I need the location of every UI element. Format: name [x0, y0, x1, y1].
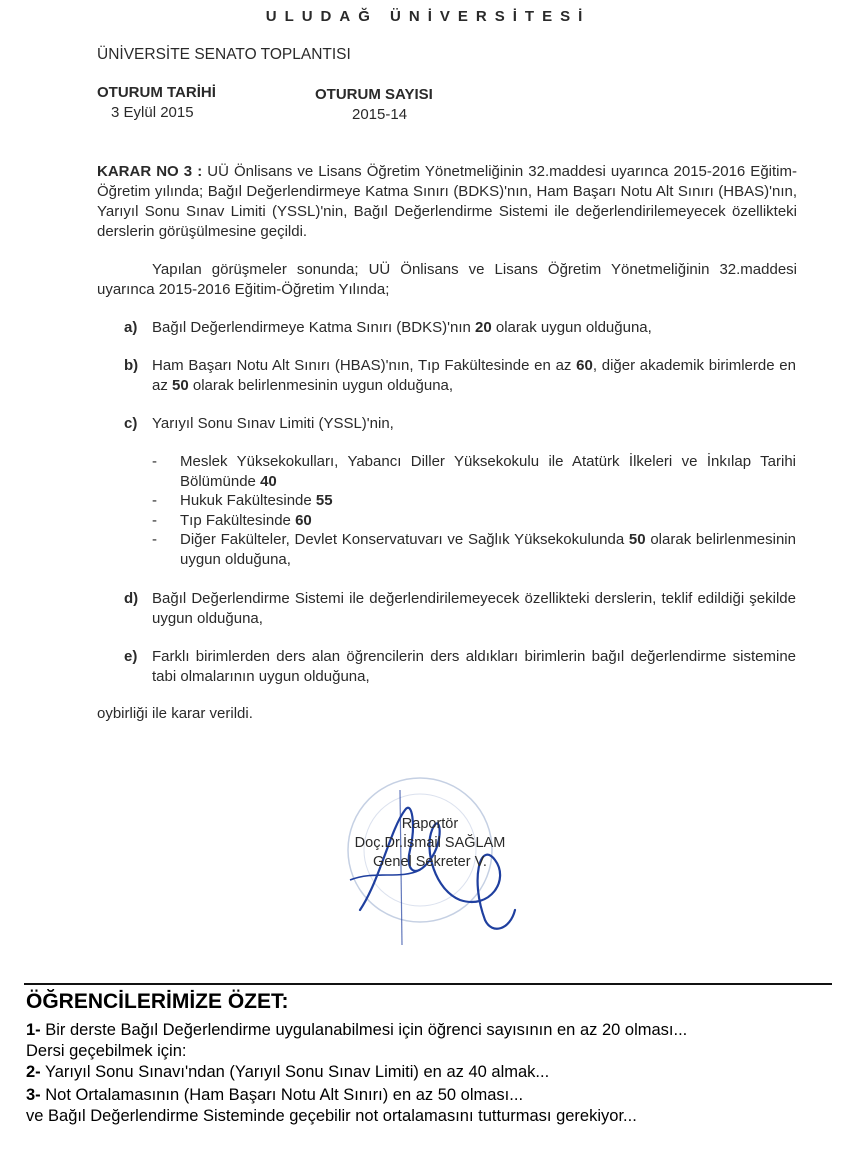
item-c [124, 414, 796, 434]
item-c-sub-2 [152, 491, 796, 511]
summary-number: 2- [26, 1063, 41, 1081]
item-letter: c) [124, 415, 138, 432]
item-text: Bağıl Değerlendirme Sistemi ile değerlendirilemeyecek özellikteki derslerin, teklif edildiği şekilde uygun olduğuna, [152, 590, 796, 627]
bullet-dash: - [152, 531, 157, 548]
item-text: Tıp Fakültesinde [180, 512, 296, 529]
item-text: olarak belirlenmesinin uygun olduğuna, [180, 531, 796, 568]
closing-line: oybirliği ile karar verildi. [97, 705, 253, 722]
item-d [124, 589, 796, 629]
item-text: Meslek Yüksekokulları, Yabancı Diller Yüksekokulu ile Atatürk İlkeleri ve İnkılap Tarihi Bölümünde [180, 453, 796, 490]
signature-title: Genel Sekreter V. [373, 854, 487, 870]
item-c-sub-1 [152, 452, 796, 492]
item-value: 40 [260, 473, 277, 490]
item-text: olarak uygun olduğuna, [491, 319, 652, 336]
item-text: Farklı birimlerden ders alan öğrencilerin ders aldıkları birimlerin bağıl değerlendirme sistemine tabi olmalarının uygun olduğuna, [152, 648, 796, 685]
item-text: Ham Başarı Notu Alt Sınırı (HBAS)'nın, Tıp Fakültesinde en az [152, 357, 577, 374]
item-letter: a) [124, 319, 138, 336]
decision-paragraph [97, 162, 797, 242]
summary-title: ÖĞRENCİLERİMİZE ÖZET: [26, 990, 289, 1013]
summary-divider [24, 983, 832, 985]
intro-paragraph: Yapılan görüşmeler sonunda; UÜ Önlisans ve Lisans Öğretim Yönetmeliğinin 32.maddesi uyarınca 2015-2016 Eğitim-Öğretim Yılında; [97, 261, 797, 298]
university-header: ULUDAĞ ÜNİVERSİTESİ [265, 8, 591, 25]
session-date: 3 Eylül 2015 [111, 104, 194, 121]
summary-line-5: ve Bağıl Değerlendirme Sisteminde geçebilir not ortalamasını tutturması gerekiyor... [26, 1107, 637, 1125]
summary-line-2: Dersi geçebilmek için: [26, 1042, 187, 1060]
item-letter: b) [124, 357, 139, 374]
summary-line-4 [26, 1085, 523, 1105]
item-text: olarak belirlenmesinin uygun olduğuna, [188, 377, 454, 394]
item-b [124, 356, 796, 396]
item-letter: e) [124, 648, 138, 665]
item-value: 20 [475, 319, 492, 336]
signature-role: Raportör [401, 816, 459, 832]
item-value: 60 [295, 512, 312, 529]
item-text: , diğer akademik birimlerde en az [152, 357, 796, 394]
item-c-sub-4 [152, 530, 796, 570]
item-letter: d) [124, 590, 139, 607]
bullet-dash: - [152, 492, 157, 509]
item-text: Diğer Fakülteler, Devlet Konservatuvarı ve Sağlık Yüksekokulunda [180, 531, 629, 548]
summary-line-3 [26, 1062, 549, 1082]
summary-line-1 [26, 1020, 687, 1040]
session-number-label: OTURUM SAYISI [315, 86, 433, 103]
decision-text: UÜ Önlisans ve Lisans Öğretim Yönetmeliğinin 32.maddesi uyarınca 2015-2016 Eğitim-Öğretim yılında; Bağıl Değerlendirmeye Katma Sınırı (BDKS)'nın, Ham Başarı Notu Alt Sınırı (HBAS)'nın, Yarıyıl Sonu Sınav Limiti (YSSL)'nin, Bağıl Değerlendirme Sistemi ile değerlendirilemeyecek özellikteki derslerin görüşülmesine geçildi. [97, 163, 797, 240]
bullet-dash: - [152, 512, 157, 529]
summary-number: 1- [26, 1021, 41, 1039]
session-number: 2015-14 [352, 106, 408, 123]
item-text: Yarıyıl Sonu Sınav Limiti (YSSL)'nin, [152, 415, 394, 432]
item-value: 60 [576, 357, 593, 374]
summary-text: Not Ortalamasının (Ham Başarı Notu Alt Sınırı) en az 50 olması... [40, 1086, 524, 1104]
item-text: Bağıl Değerlendirmeye Katma Sınırı (BDKS)'nın [152, 319, 475, 336]
item-e [124, 647, 796, 687]
item-value: 55 [315, 492, 333, 509]
item-value: 50 [172, 377, 189, 394]
summary-text: Yarıyıl Sonu Sınavı'ndan (Yarıyıl Sonu Sınav Limiti) en az 40 almak... [40, 1063, 550, 1081]
summary-text: Bir derste Bağıl Değerlendirme uygulanabilmesi için öğrenci sayısının en az 20 olması... [40, 1021, 688, 1039]
meeting-title: ÜNİVERSİTE SENATO TOPLANTISI [97, 46, 351, 63]
item-value: 50 [628, 531, 646, 548]
item-c-sub-3 [152, 511, 796, 531]
item-a [124, 318, 796, 338]
signature-name: Doç.Dr.İsmail SAĞLAM [354, 835, 506, 851]
bullet-dash: - [152, 453, 157, 470]
session-date-label: OTURUM TARİHİ [97, 84, 216, 101]
decision-label: KARAR NO 3 : [97, 163, 203, 180]
summary-number: 3- [26, 1086, 41, 1104]
item-text: Hukuk Fakültesinde [180, 492, 316, 509]
